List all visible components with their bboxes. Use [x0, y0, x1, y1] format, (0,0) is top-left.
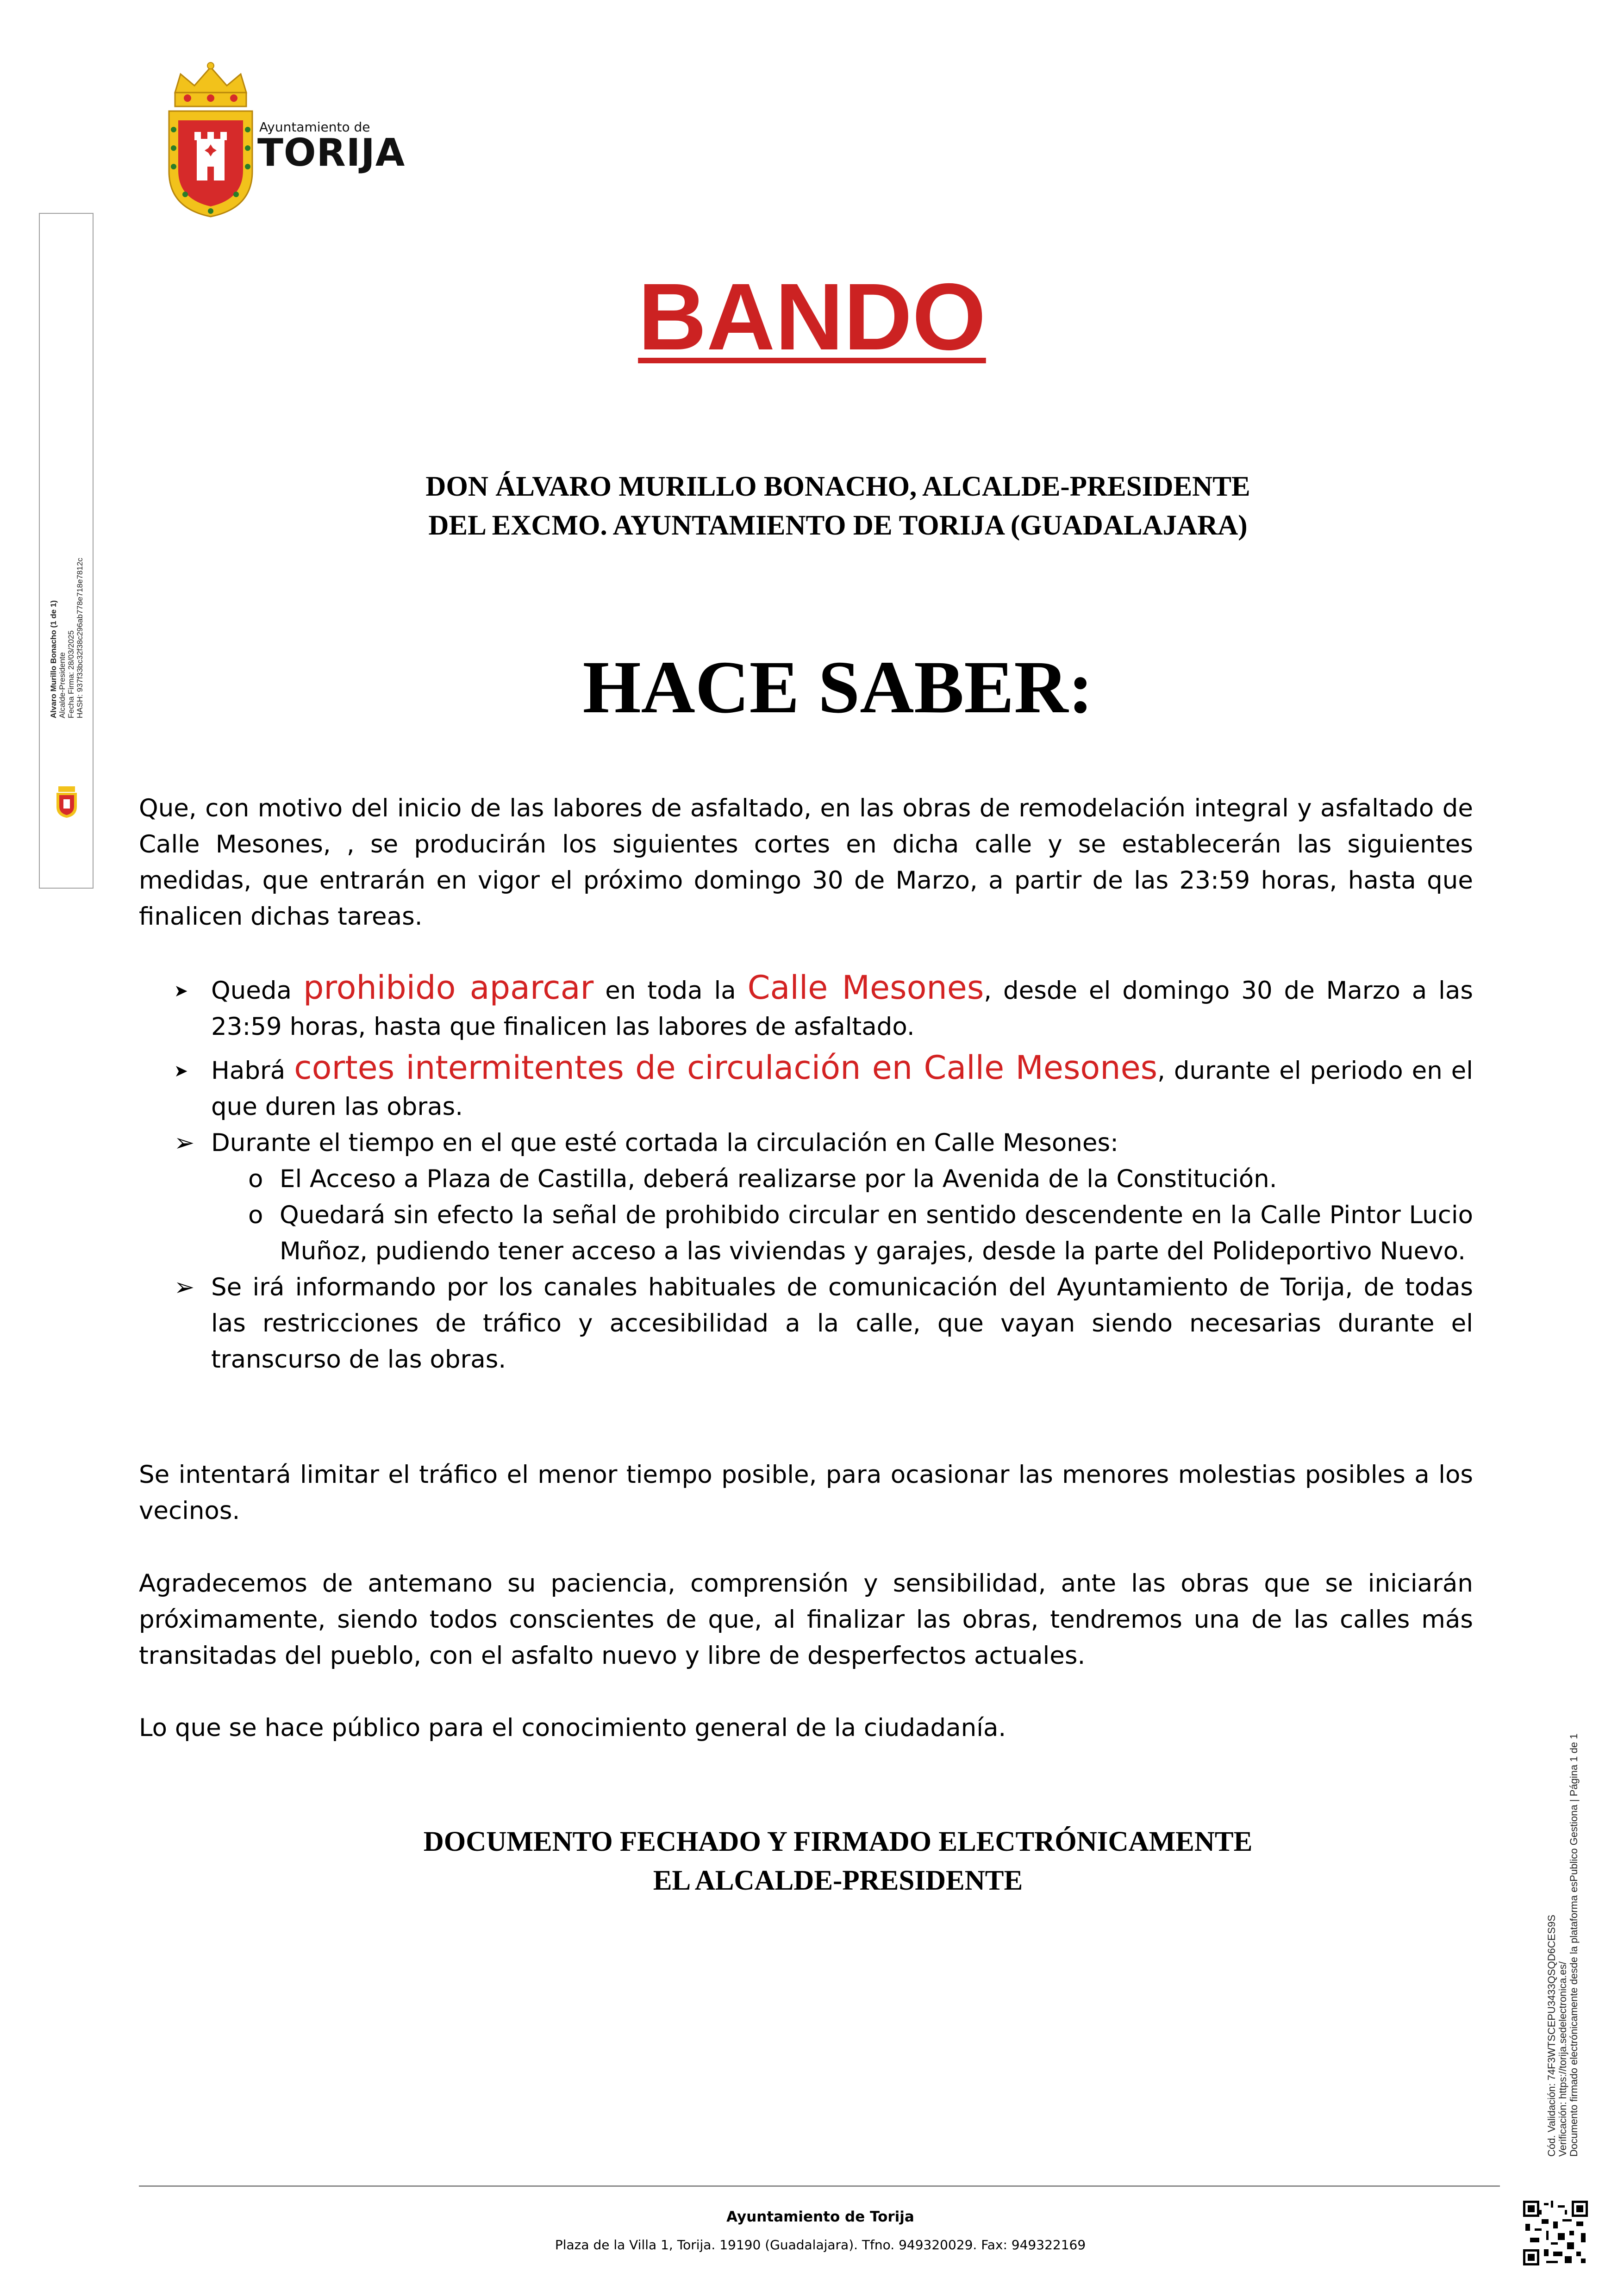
logo-subtitle: Ayuntamiento de	[259, 119, 370, 135]
measures-list	[139, 970, 1473, 1378]
signature-line-2: EL ALCALDE-PRESIDENTE	[653, 1865, 1023, 1896]
item2-text-b: , durante el periodo en el que duren las obras.	[211, 1057, 1474, 1121]
list-item	[139, 1269, 1473, 1378]
mini-shield-icon	[56, 785, 78, 819]
list-item	[139, 1050, 1473, 1125]
validation-text	[1546, 1648, 1580, 2157]
item4-text: Se irá informando por los canales habituales de comunicación del Ayuntamiento de Torija, de todas las restricciones de tráfico y accesibilidad a la calle, que vayan siendo necesarias durante el transcurso de las obras.	[211, 1273, 1473, 1374]
public-paragraph: Lo que se hace público para el conocimiento general de la ciudadanía.	[139, 1714, 1006, 1742]
sub-list-item	[139, 1161, 1473, 1197]
signature-block	[0, 1823, 1624, 1900]
author-heading	[0, 467, 1624, 545]
validation-code: Cód. Validación: 74F3WTSCEPU3433QSQD6CES9S	[1546, 1915, 1557, 2157]
sub-bullet-icon: o	[248, 1165, 263, 1193]
list-item	[139, 970, 1473, 1045]
list-item	[139, 1125, 1473, 1161]
author-line-2: DEL EXCMO. AYUNTAMIENTO DE TORIJA (GUADALAJARA)	[428, 510, 1248, 541]
sub-bullet-icon: o	[248, 1201, 263, 1229]
town-shield-icon	[162, 60, 259, 218]
item1-highlight-1: prohibido aparcar	[303, 969, 594, 1007]
sub2-text: Quedará sin efecto la señal de prohibido circular en sentido descendente en la Calle Pintor Lucio Muñoz, pudiendo tener acceso a las viviendas y garajes, desde la parte del Polideportivo Nuevo.	[280, 1201, 1473, 1265]
thanks-paragraph: Agradecemos de antemano su paciencia, comprensión y sensibilidad, ante las obras que se iniciarán próximamente, siendo todos conscientes de que, al finalizar las obras, tendremos una de las calles más transitadas del pueblo, con el asfalto nuevo y libre de desperfectos actuales.	[139, 1569, 1473, 1670]
item3-text: Durante el tiempo en el que esté cortada la circulación en Calle Mesones:	[211, 1129, 1118, 1157]
item2-text-a: Habrá	[211, 1057, 294, 1085]
item1-text-a: Queda	[211, 977, 303, 1005]
qr-code-icon	[1523, 2201, 1588, 2265]
author-line-1: DON ÁLVARO MURILLO BONACHO, ALCALDE-PRESIDENTE	[425, 471, 1250, 502]
bullet-arrow-icon: ➤	[174, 982, 188, 1001]
signature-date: Fecha Firma: 28/03/2025	[67, 630, 75, 718]
logo-name: TORIJA	[257, 131, 406, 175]
item1-highlight-2: Calle Mesones	[747, 969, 984, 1007]
bullet-arrow-icon: ➤	[174, 1062, 188, 1081]
intro-paragraph: Que, con motivo del inicio de las labores de asfaltado, en las obras de remodelación integral y asfaltado de Calle Mesones, , se producirán los siguientes cortes en dicha calle y se establecerán las siguientes medidas, que entrarán en vigor el próximo domingo 30 de Marzo, a partir de las 23:59 horas, hasta que finalicen dichas tareas.	[139, 794, 1473, 931]
signature-hash: HASH: 937f33bc32f38c296ab778e718e7812c	[75, 558, 84, 718]
signature-line-1: DOCUMENTO FECHADO Y FIRMADO ELECTRÓNICAMENTE	[423, 1826, 1253, 1857]
signature-role: Alcalde-Presidente	[58, 652, 67, 718]
document-title: BANDO	[638, 264, 986, 370]
announce-heading: HACE SABER:	[582, 646, 1093, 729]
footer-address: Plaza de la Villa 1, Torija. 19190 (Guadalajara). Tfno. 949320029. Fax: 949322169	[555, 2237, 1086, 2252]
bullet-arrow-icon: ➢	[174, 1129, 195, 1157]
town-logo	[162, 60, 421, 218]
sub-list-item	[139, 1197, 1473, 1269]
validation-note: Documento firmado electrónicamente desde la plataforma esPublico Gestiona | Página 1 de 1	[1568, 1733, 1580, 2157]
limit-paragraph: Se intentará limitar el tráfico el menor tiempo posible, para ocasionar las menores molestias posibles a los vecinos.	[139, 1461, 1473, 1525]
bullet-arrow-icon: ➢	[174, 1273, 195, 1301]
signature-signer: Alvaro Murillo Bonacho (1 de 1)	[49, 600, 58, 718]
item1-text-b: en toda la	[593, 977, 748, 1005]
validation-url: Verificación: https://torija.sedelectronica.es/	[1557, 1961, 1568, 2157]
sub1-text: El Acceso a Plaza de Castilla, deberá realizarse por la Avenida de la Constitución.	[280, 1165, 1277, 1193]
footer-name: Ayuntamiento de Torija	[726, 2209, 914, 2225]
footer-divider	[139, 2185, 1500, 2187]
item2-highlight: cortes intermitentes de circulación en Calle Mesones	[294, 1049, 1158, 1087]
item1-text-c: , desde el domingo 30 de Marzo a las 23:59 horas, hasta que finalicen las labores de asfaltado.	[211, 977, 1473, 1041]
